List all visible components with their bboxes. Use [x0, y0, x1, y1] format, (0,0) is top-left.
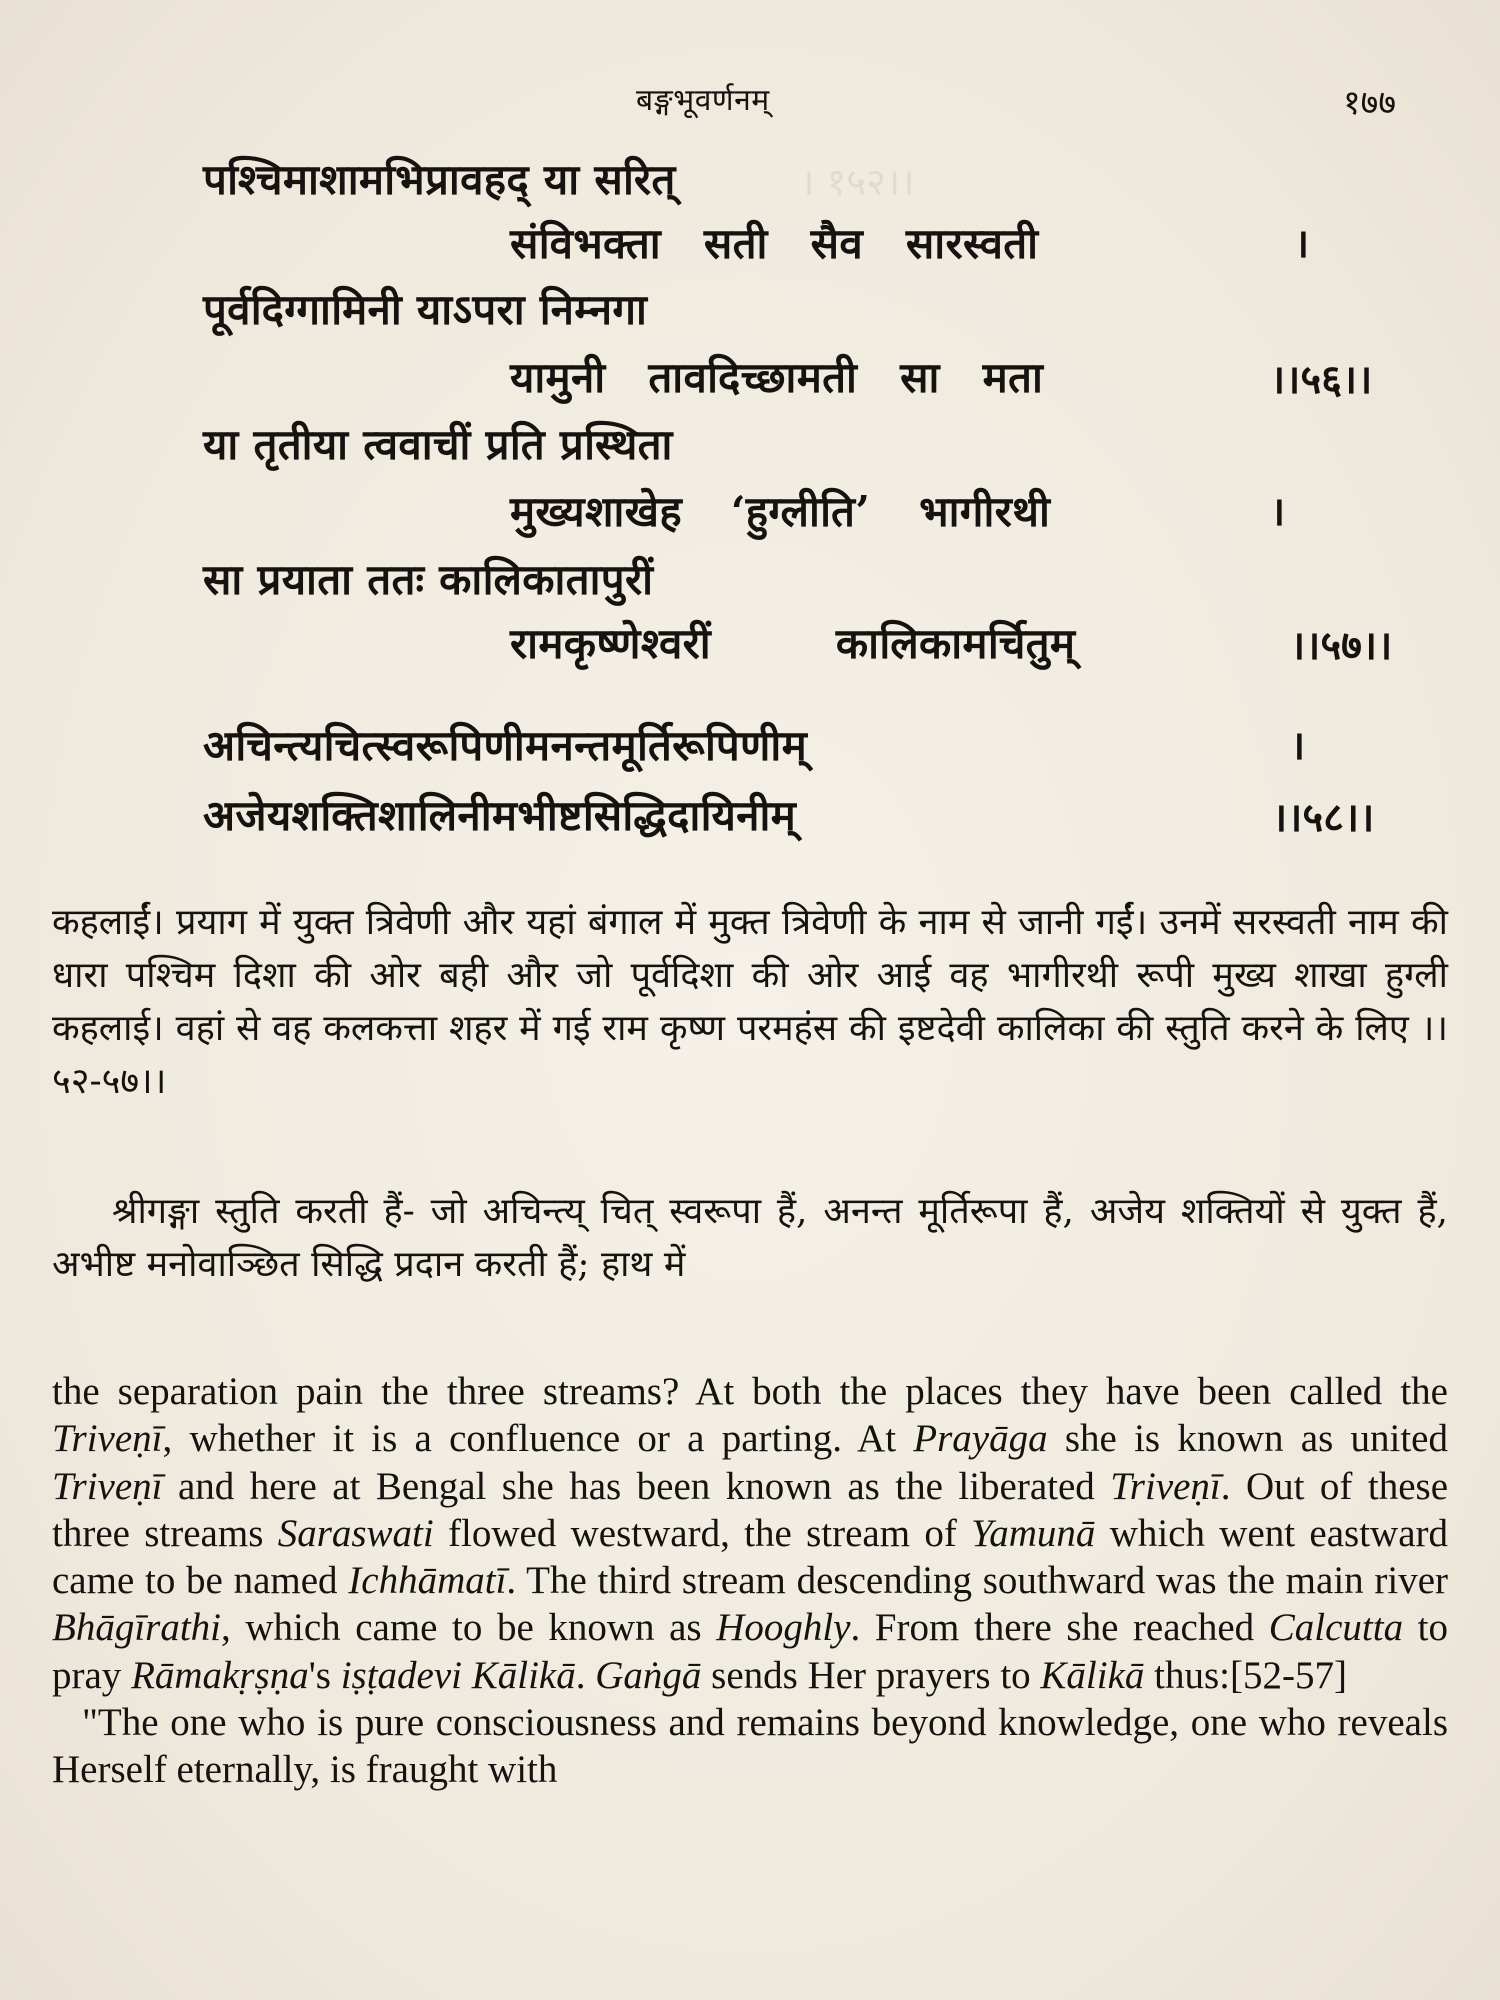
verse-line: संविभक्ता सती सैव सारस्वती [510, 219, 1039, 268]
text-run: flowed westward, the stream of [433, 1511, 972, 1555]
bleed-through-text: । १५२।। [800, 160, 915, 204]
italic-term: Gaṅgā [595, 1653, 702, 1697]
english-translation [52, 1368, 1448, 1794]
hindi-paragraph-text: कहलाईं। प्रयाग में युक्त त्रिवेणी और यहां बंगाल में मुक्त त्रिवेणी के नाम से जानी गईं। उनमें सरस्वती नाम की धारा पश्चिम दिशा की ओर बही और जो पूर्वदिशा की ओर आई वह भागीरथी रूपी मुख्य शाखा हुग्ली कहलाई। वहां से वह कलकत्ता शहर में गई राम कृष्ण परमहंस की इष्टदेवी कालिका की स्तुति करने के लिए ।।५२-५७।। [52, 902, 1448, 1102]
italic-term: Triveṇī [1110, 1464, 1221, 1508]
text-run: which went eastward came to be named [52, 1511, 1449, 1603]
running-title: बङ्गभूवर्णनम् [636, 83, 770, 118]
italic-term: Triveṇī [52, 1464, 163, 1508]
hindi-paragraph [52, 1185, 1448, 1291]
text-run: the separation pain the three streams? At both the places they have been called the [52, 1370, 1448, 1413]
italic-term: Hooghly [716, 1606, 851, 1650]
text-run: . The third stream descending southward was the main river [506, 1559, 1449, 1603]
italic-term: Triveṇī [52, 1417, 163, 1461]
text-run: thus:[52-57] [1144, 1653, 1347, 1697]
italic-term: Yamunā [971, 1511, 1096, 1555]
text-run: , whether it is a confluence or a parting. At [162, 1417, 914, 1461]
text-run: . [575, 1653, 596, 1697]
verse-number: ।।५६।। [1270, 356, 1373, 403]
text-run: she is known as united [1047, 1417, 1448, 1461]
verse-danda: । [1290, 722, 1306, 769]
italic-term: iṣṭadevi Kālikā [340, 1653, 576, 1697]
verse-number: ।।५७।। [1290, 622, 1393, 669]
italic-term: Kālikā [1040, 1653, 1145, 1697]
text-run: , which came to be known as [221, 1606, 717, 1650]
verse-danda: । [1270, 488, 1286, 535]
italic-term: Calcutta [1268, 1606, 1404, 1650]
hindi-paragraph [52, 896, 1448, 1108]
verse-number: ।।५८।। [1272, 794, 1375, 841]
english-paragraph: "The one who is pure consciousness and remains beyond knowledge, one who reveals Herself eternally, is fraught with [52, 1701, 1448, 1792]
verse-danda: । [1294, 220, 1310, 267]
italic-term: Bhāgīrathi [52, 1606, 222, 1650]
text-run: to pray [52, 1606, 1449, 1697]
verse-line: अचिन्त्यचित्स्वरूपिणीमनन्तमूर्तिरूपिणीम् [203, 721, 808, 770]
english-paragraph [52, 1368, 1448, 1699]
page-number: १७७ [1343, 83, 1397, 123]
verse-line: यामुनी तावदिच्छामती सा मता [510, 353, 1044, 402]
text-run: and here at Bengal she has been known as the liberated [162, 1464, 1111, 1508]
italic-term: Saraswati [277, 1511, 434, 1555]
verse-line: रामकृष्णेश्वरीं कालिकामर्चितुम् [510, 619, 1076, 668]
verse-line: मुख्यशाखेह ‘हुग्लीति’ भागीरथी [510, 487, 1051, 536]
italic-term: Ichhāmatī [348, 1559, 507, 1603]
italic-term: Prayāga [913, 1417, 1048, 1461]
verse-line: पश्चिमाशामभिप्रावहद् या सरित् [203, 155, 676, 204]
verse-line: या तृतीया त्ववाचीं प्रति प्रस्थिता [203, 420, 673, 469]
text-run: sends Her prayers to [701, 1653, 1041, 1697]
text-run: 's [308, 1653, 341, 1697]
hindi-paragraph-text: श्रीगङ्गा स्तुति करती हैं- जो अचिन्त्य् चित् स्वरूपा हैं, अनन्त मूर्तिरूपा हैं, अजेय शक्तियों से युक्त हैं, अभीष्ट मनोवाञ्छित सिद्धि प्रदान करती हैं; हाथ में [52, 1191, 1448, 1285]
verse-line: पूर्वदिग्गामिनी याऽपरा निम्नगा [203, 285, 648, 334]
text-run: . Out of these three streams [52, 1464, 1448, 1555]
italic-term: Rāmakṛṣṇa [131, 1653, 309, 1697]
verse-line: अजेयशक्तिशालिनीमभीष्टसिद्धिदायिनीम् [203, 791, 797, 840]
verse-line: सा प्रयाता ततः कालिकातापुरीं [203, 555, 654, 604]
text-run: . From there she reached [850, 1606, 1269, 1650]
